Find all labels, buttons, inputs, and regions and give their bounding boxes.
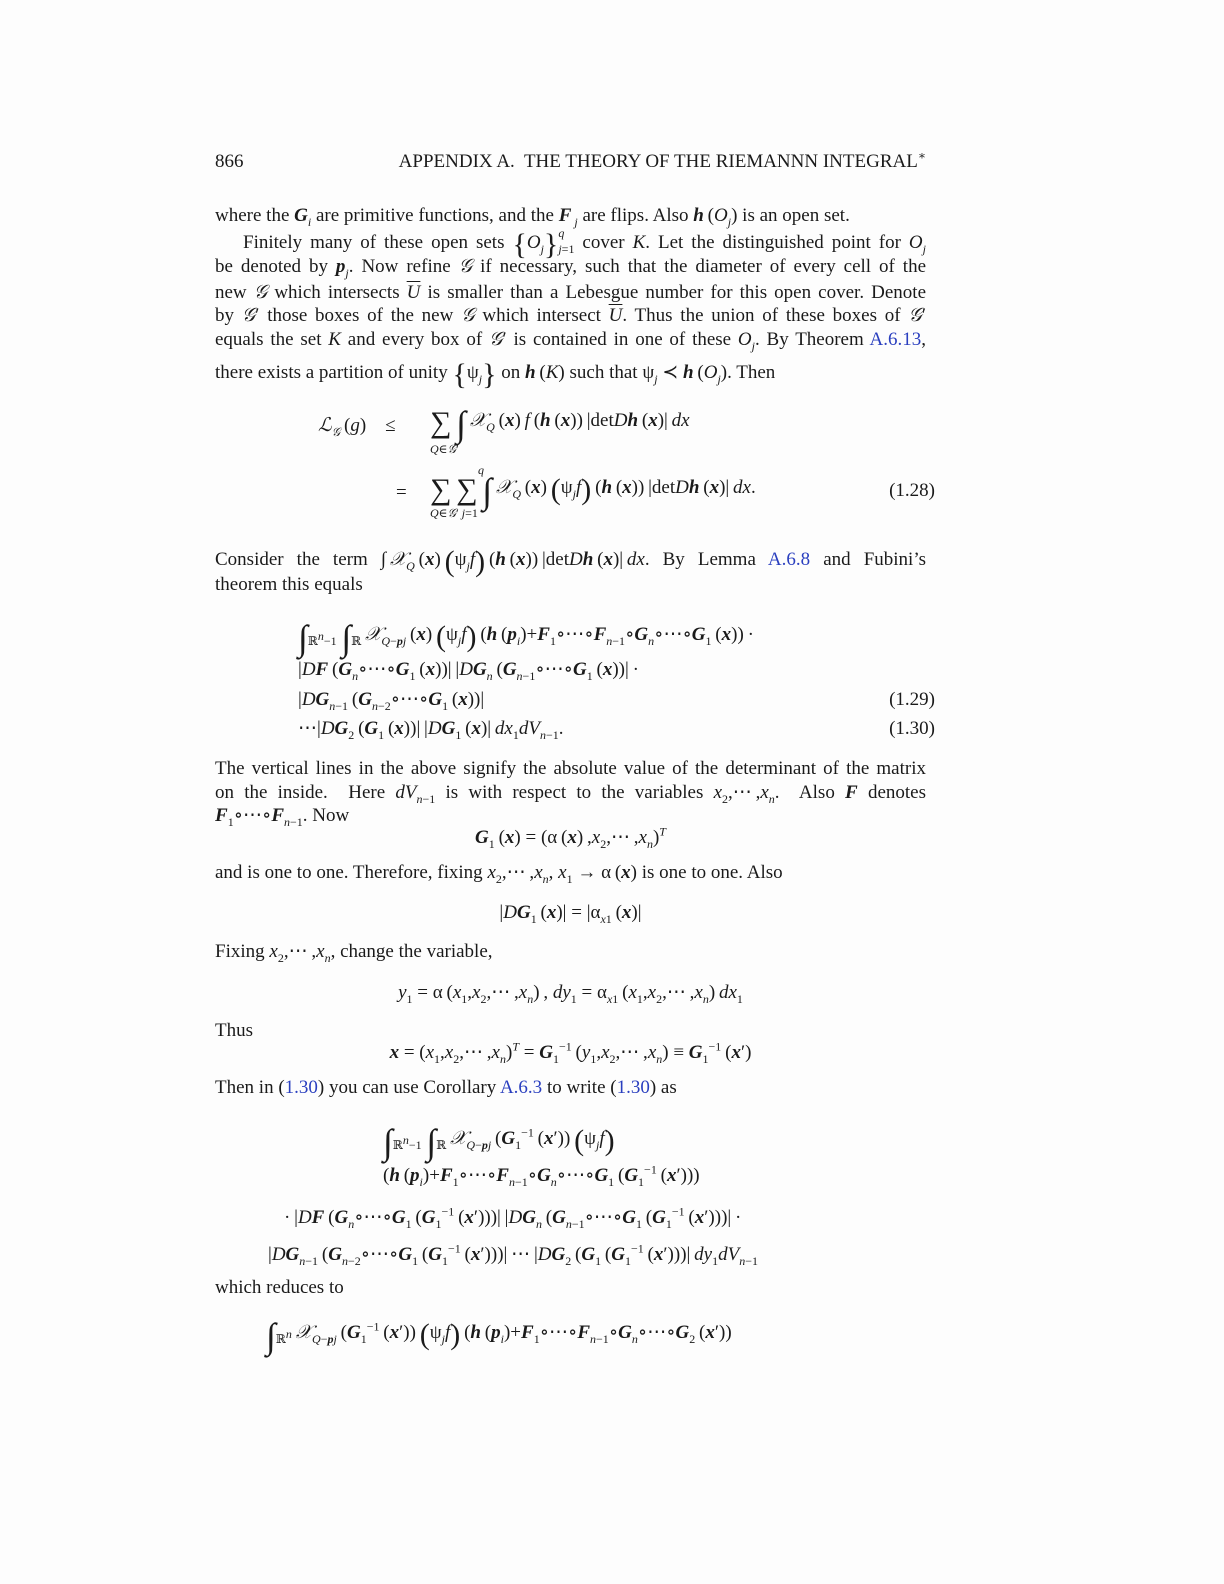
paragraph-line: which reduces to [215, 1277, 344, 1298]
paragraph-line: new 𝒢 which intersects $\overline{U}$ is smaller than a Lebesgue number for this open cover. Denote [215, 282, 927, 303]
equation-line: $\cdots|DG_2$ ($G_1$ (x))| $|DG_1$ (x)| $dx_1dV_{n-1}$. [298, 718, 564, 742]
equation-line: · |DF ($G_n\circ\cdots\circ G_1$ ($G_1^{-1}$ (x′)))| $|DG_n$ ($G_{n-1}\circ\cdots\circ G_1$ ($G_1^{-1}$ (x′)))| · [284, 1204, 742, 1231]
paragraph-line: and is one to one. Therefore, fixing $x_2,\cdots$ $,x_n$, $x_1 \to \alpha$ (x) is one to one. Also [215, 862, 783, 886]
paragraph-line: Consider the term ∫ 𝒳$_Q$ (x) $(\psi_jf)$ (h (x)) |detDh (x)| dx. By Lemma A.6.8 and Fubini’s [215, 545, 927, 578]
equation-line: $\int_{ℝ^n}$ 𝒳$_{Q-pj}$ ($G_1^{-1}$ (x′)) $(\psi_jf)$ (h $(p_i)+F_1\circ\cdots\circ F_{n-1}\circ G_n\circ\cdots\circ G_2$ (x′)) [266, 1316, 732, 1356]
equation-lhs: ℒ$_𝒢$ (g) ≤ [318, 415, 396, 439]
running-title: APPENDIX A. THE THEORY OF THE RIEMANNN INTEGRAL∗ [398, 148, 926, 172]
equation-line: $|DG_{n-1}$ ($G_{n-2}\circ\cdots\circ G_1$ (x))| [298, 689, 485, 713]
paragraph-line: The vertical lines in the above signify the absolute value of the determinant of the matrix [215, 758, 926, 779]
equation-line: (h $(p_i)+F_1\circ\cdots\circ F_{n-1}\circ G_n\circ\cdots\circ G_1$ ($G_1^{-1}$ (x′))) [383, 1162, 700, 1189]
paragraph-line: equals the set K and every box of 𝒢′ is contained in one of these $O_j$. By Theorem A.6.13, [215, 329, 927, 353]
theorem-link[interactable]: A.6.13 [869, 329, 922, 350]
paragraph-line: on the inside. Here $dV_{n-1}$ is with respect to the variables $x_2,\cdots$ $,x_n$. Also F denotes [215, 782, 926, 806]
page-number: 866 [215, 151, 244, 172]
corollary-link[interactable]: A.6.3 [499, 1077, 543, 1098]
equation-line: $y_1 = \alpha$ ($x_1,x_2,\cdots$ $,x_n$) , $dy_1 = \alpha_{x1}$ ($x_1,x_2,\cdots$ $,x_n$) $dx_1$ [398, 982, 743, 1006]
paragraph-line: where the $G_i$ are primitive functions, and the F $_j$ are flips. Also h $(O_j)$ is an open set. [215, 205, 850, 229]
paragraph-line: be denoted by $p_j$. Now refine 𝒢 if necessary, such that the diameter of every cell of the [215, 256, 927, 280]
equation-line: $\int_{ℝ^n-1}$ $\int_ℝ$ 𝒳$_{Q-pj}$ ($G_1^{-1}$ (x′)) $(\psi_jf)$ [383, 1122, 615, 1162]
equation-line: $x = (x_1,x_2,\cdots$ $,x_n)^T = G_1^{-1}$ ($y_1,x_2,\cdots$ $,x_n) \equiv G_1^{-1}$ (x′) [389, 1039, 752, 1066]
paragraph-line: there exists a partition of unity $\{\psi_j\}$ on h (K) such that $\psi_j$ ≺ h $(O_j)$. Then [215, 358, 776, 391]
equation-line: ∑ ∑ ∫ 𝒳$_Q$ (x) $(\psi_jf)$ (h (x)) |detDh (x)| dx. [430, 471, 756, 511]
sum-upper: q [478, 463, 484, 477]
paragraph-line: Fixing $x_2,\cdots$ $,x_n$, change the variable, [215, 941, 493, 965]
equation-line: $|DG_{n-1}$ ($G_{n-2}\circ\cdots\circ G_1$ ($G_1^{-1}$ (x′)))| ⋯ $|DG_2$ ($G_1$ ($G_1^{-1}$ (x′)))| $dy_1dV_{n-1}$ [268, 1241, 758, 1268]
sum-index: Q∈𝒢′ j=1 [430, 506, 478, 520]
equation-number: (1.30) [889, 718, 935, 739]
paragraph-line: Finitely many of these open sets $\{O_j\}^q_{j=1}$ cover K. Let the distinguished point for $O_j$ [243, 225, 926, 261]
paragraph-line: by 𝒢′ those boxes of the new 𝒢 which intersect $\overline{U}$. Thus the union of these boxes of 𝒢′ [215, 305, 926, 326]
equation-line: $G_1$ (x) = (α (x) $,x_2,\cdots$ $,x_n)^T$ [475, 824, 666, 851]
lemma-link[interactable]: A.6.8 [767, 549, 811, 570]
paragraph-line: theorem this equals [215, 574, 363, 595]
equation-line: $\int_{ℝ^n-1}$ $\int_ℝ$ 𝒳$_{Q-pj}$ (x) $(\psi_jf)$ (h $(p_i)+F_1\circ\cdots\circ F_{n-1}\circ G_n\circ\cdots\circ G_1$ (x)) · [298, 618, 754, 658]
eq-ref-link[interactable]: 1.30 [616, 1077, 650, 1098]
paragraph-line: $F_1\circ\cdots\circ F_{n-1}$. Now [215, 805, 350, 829]
equation-line: $|DG_1$ $(x)| = |\alpha_{x1}$ (x)| [499, 902, 642, 926]
sum-index: Q∈𝒢′ [430, 442, 459, 456]
equals-sign: = [396, 482, 407, 503]
paragraph-line: Thus [215, 1020, 253, 1041]
paragraph-line: Then in (1.30) you can use Corollary A.6.3 to write (1.30) as [215, 1077, 677, 1098]
equation-line: ∑ ∫ 𝒳$_Q$ (x) f (h (x)) |detDh (x)| dx [430, 404, 690, 444]
eq-ref-link[interactable]: 1.30 [284, 1077, 318, 1098]
equation-line: |DF ($G_n\circ\cdots\circ G_1$ (x))| $|DG_n$ ($G_{n-1}\circ\cdots\circ G_1$ (x))| · [298, 659, 639, 683]
equation-number: (1.28) [889, 480, 935, 501]
equation-number: (1.29) [889, 689, 935, 710]
